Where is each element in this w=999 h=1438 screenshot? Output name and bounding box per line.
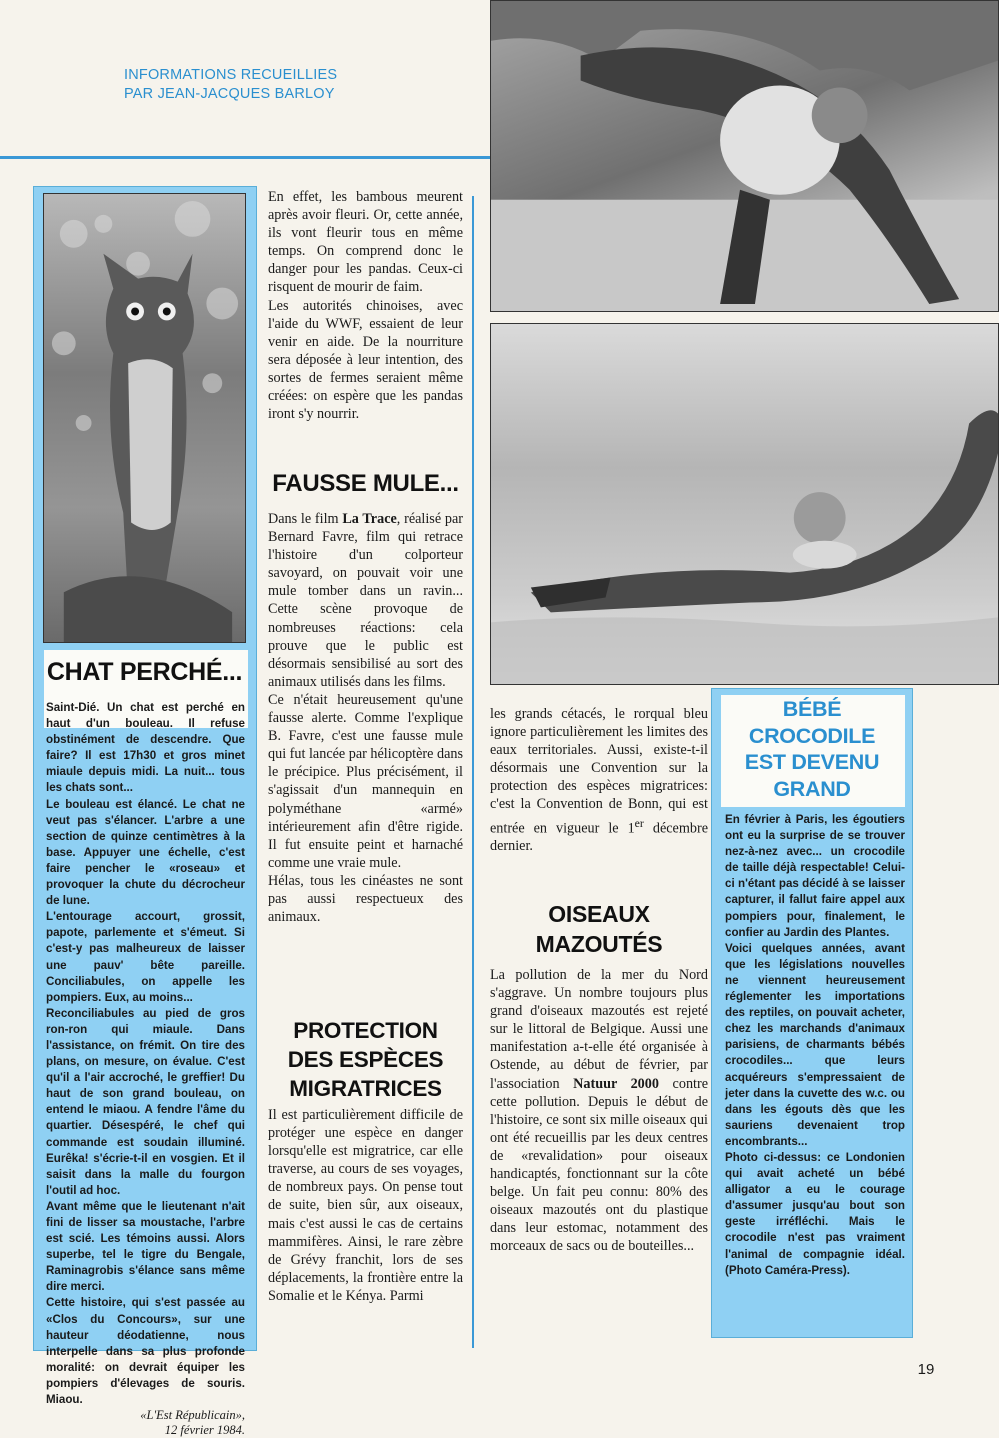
pandas-article-continuation xyxy=(268,188,463,423)
pandas-paragraph: En effet, les bambous meurent après avoir fleuri. Or, cette année, ils vont fleurir tous en même temps. On comprend donc le danger pour les pandas. Ceux-ci risquent de mourir de faim. xyxy=(268,189,463,296)
chat-source xyxy=(46,1408,245,1438)
bebe-paragraph: Voici quelques années, avant que les législations nouvelles ne viennent heureusement réglementer les importations des reptiles, on pouvait acheter, chez les marchands d'animaux parisiens, de charmants bébés crocodiles... que leurs acquéreurs s'empressaient de jeter dans la cuvette des w.c. ou dans les égouts dès que les sauriens devenaient trop encombrants... xyxy=(725,941,905,1148)
oiseaux-mazoutes-article xyxy=(490,966,708,1256)
bebe-paragraph: En février à Paris, les égoutiers ont eu la surprise de se trouver nez-à-nez avec... un crocodile de taille déjà respectable! Celui-ci n'étant pas décidé à se laisser capturer, il fallut faire appel aux pompiers pour, finalement, le confier au Jardin des Plantes. xyxy=(725,813,905,939)
bebe-paragraph: Photo ci-dessus: ce Londonien qui avait acheté un bébé alligator a eu le courage d'assumer jusqu'au bout son geste irréfléchi. Mais le crocodile n'est pas vraiment l'animal de compagnie idéal. (Photo Caméra-Press). xyxy=(725,1150,905,1277)
pandas-paragraph: Les autorités chinoises, avec l'aide du WWF, essaient de leur venir en aide. De la nourriture sera déposée à leur intention, des sortes de fermes seraient même créées: on espère que les pandas iront s'y nourrir. xyxy=(268,297,463,423)
bebe-heading-line: EST DEVENU xyxy=(744,750,880,774)
mule-text: , réalisé par Bernard Favre, film qui retrace l'histoire d'un colporteur savoyard, on pouvait voir une mule tomber dans un ravin... Cette scène provoque de nombreuses réactions: cela prouve que le public est désormais sensibilisé au sort des animaux utilisés dans les films. xyxy=(268,511,464,690)
protection-text: les grands cétacés, le rorqual bleu ignore particulièrement les limites des eaux territoriales. Aussi, existe-t-il désormais une Convention sur la protection des espèces migratrices: c'est la Convention de Bonn, qui est entrée en vigueur le 1 xyxy=(490,706,708,837)
oiseaux-paragraph xyxy=(490,966,708,1256)
mule-paragraph-1 xyxy=(268,510,463,691)
mule-paragraph-3: Hélas, tous les cinéastes ne sont pas aussi respectueux des animaux. xyxy=(268,872,463,926)
column-rule xyxy=(472,196,474,1348)
chat-paragraph: L'entourage accourt, grossit, papote, parlemente et s'émeut. Si c'est-y pas malheureux de laisser une pauv' bête pareille. Conciliabules, on appelle les pompiers. Eux, au moins... xyxy=(46,910,245,1004)
byline xyxy=(124,66,464,104)
oiseaux-heading-line: OISEAUX xyxy=(548,901,650,927)
bebe-heading-line: GRAND xyxy=(773,776,851,801)
mule-text: Dans le film xyxy=(268,511,343,527)
byline-line-2: PAR JEAN-JACQUES BARLOY xyxy=(124,86,335,102)
chat-paragraph: Cette histoire, qui s'est passée au «Clos du Concours», sur une hauteur déodatienne, nous interpelle dans sa plus profonde moralité: on devrait équiper les pompiers d'élevages de souris. Miaou. xyxy=(46,1296,245,1407)
oiseaux-mazoutes-heading xyxy=(490,899,708,959)
bebe-crocodile-article xyxy=(725,812,905,1279)
page-number: 19 xyxy=(917,1361,935,1378)
header-rule xyxy=(0,156,490,159)
chat-paragraph: Saint-Dié. Un chat est perché en haut d'un bouleau. Il refuse obstinément de descendre. Que faire? Il est 17h30 et gros minet miaule depuis midi. La nuit... tous les chats sont... xyxy=(46,701,245,795)
chat-source-date: 12 février 1984. xyxy=(164,1423,245,1438)
cat-in-tree-photo xyxy=(43,193,246,643)
fausse-mule-article xyxy=(268,510,463,926)
protection-heading-line: MIGRATRICES xyxy=(289,1076,442,1101)
protection-heading xyxy=(268,1016,463,1103)
oiseaux-text: contre cette pollution. Depuis le début de l'histoire, ce sont six mille oiseaux qui ont été recueillis par les deux centres de «revalidation» pour oiseaux handicaptés, fonctionnant sur la côte belge. Un fait peu connu: 80% des oiseaux mazoutés ont du plastique dans leur estomac, notamment des morceaux de sacs ou de bouteilles... xyxy=(490,1075,708,1255)
boy-swimming-with-crocodile-photo xyxy=(490,323,999,685)
man-carrying-crocodile-photo xyxy=(490,0,999,312)
oiseaux-heading-line: MAZOUTÉS xyxy=(535,931,663,957)
protection-article-part-2 xyxy=(490,705,708,855)
fausse-mule-heading: FAUSSE MULE... xyxy=(272,470,459,497)
chat-source-publication: «L'Est Républicain», xyxy=(140,1408,245,1423)
ordinal-suffix: er xyxy=(634,815,644,830)
chat-perche-heading: CHAT PERCHÉ... xyxy=(46,658,243,686)
protection-paragraph: Il est particulièrement difficile de protéger une espèce en danger lorsqu'elle est migratrice, car elle traverse, au cours de ses voyages, de nombreux pays. On pense tout de suite, bien sûr, aux oiseaux, mais c'est aussi le cas de certains mammifères. Ainsi, le rare zèbre de Grévy franchit, lors de ses déplacements, la frontière entre la Somalie et le Kénya. Parmi xyxy=(268,1107,463,1304)
bebe-heading-line: BÉBÉ xyxy=(782,697,842,721)
bebe-heading-line: CROCODILE xyxy=(748,723,876,748)
bebe-crocodile-heading xyxy=(720,696,904,802)
chat-paragraph: Le bouleau est élancé. Le chat ne veut pas s'élancer. L'arbre a une section de quinze centimètres à la base. Appuyer une échelle, c'est faire pencher le «roseau» et provoquer la chute du décrocheur de lune. xyxy=(46,797,245,908)
oiseaux-text: La pollution de la mer du Nord s'aggrave. Un nombre toujours plus grand d'oiseaux mazoutés est rejeté sur le littoral de Belgique. Aussi une manifestation a-t-elle été organisée à Ostende, au début de février, par l'association xyxy=(490,967,708,1092)
chat-perche-article xyxy=(46,700,245,1438)
chat-paragraph: Reconciliabules au pied de gros ron-ron qui miaule. Dans l'assistance, on frémit. On tire des plans, on mesure, on évalue. C'est qu'il a l'air accroché, le greffier! Du haut de son grand bouleau, on entend le miaou. A fendre l'âme du quartier. Désespéré, le chef qui commande est soudain illuminé. Eurêka! s'écrie-t-il en vosgien. Et il saisit dans la malle du fourgon l'outil ad hoc. xyxy=(46,1006,245,1197)
protection-text: décembre dernier. xyxy=(490,820,708,855)
association-name: Natuur 2000 xyxy=(573,1075,659,1092)
protection-article-part-1 xyxy=(268,1106,463,1305)
protection-paragraph xyxy=(490,705,708,855)
film-title: La Trace xyxy=(342,511,397,527)
protection-heading-line: PROTECTION xyxy=(293,1018,438,1043)
mule-paragraph-2: Ce n'était heureusement qu'une fausse alerte. Comme l'explique B. Favre, c'est une fausse mule qui fut lancée par hélicoptère dans le précipice. Plus précisément, il s'agissait d'un mannequin en polyméthane «armé» intérieurement afin d'être rigide. Il fut ensuite peint et harnaché comme une vraie mule. xyxy=(268,691,463,871)
byline-line-1: INFORMATIONS RECUEILLIES xyxy=(124,67,338,83)
protection-heading-line: DES ESPÈCES xyxy=(287,1047,444,1072)
chat-paragraph: Avant même que le lieutenant n'ait fini de lisser sa moustache, l'arbre est scié. Les témoins aussi. Alors superbe, tel le tigre du Bengale, Raminagrobis s'élance sans même dire merci. xyxy=(46,1199,245,1294)
